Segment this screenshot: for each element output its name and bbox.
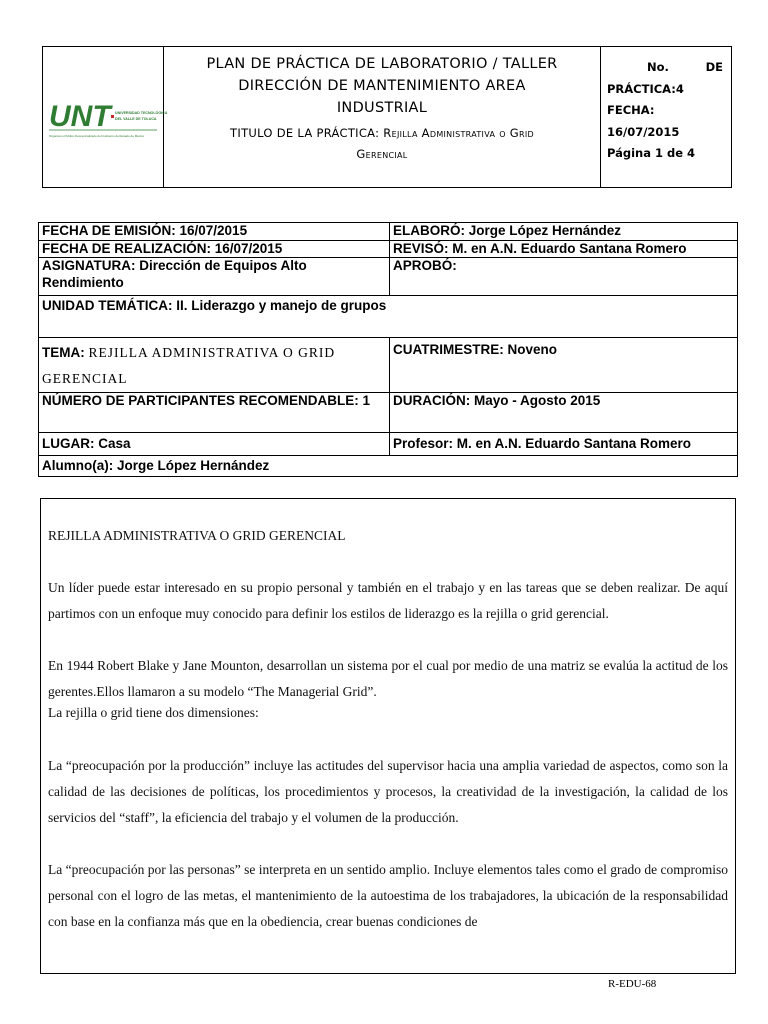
place: LUGAR: Casa	[39, 433, 390, 456]
participants: NÚMERO DE PARTICIPANTES RECOMENDABLE: 1	[39, 393, 390, 433]
practice-number: PRÁCTICA:4	[607, 81, 684, 96]
date-value: 16/07/2015	[607, 124, 680, 139]
paragraph-3: La rejilla o grid tiene dos dimensiones:	[48, 705, 259, 720]
issue-date: FECHA DE EMISIÓN: 16/07/2015	[39, 223, 390, 241]
professor: Profesor: M. en A.N. Eduardo Santana Romero	[390, 433, 738, 456]
subject: ASIGNATURA: Dirección de Equipos Alto Rendimiento	[39, 258, 390, 296]
practice-number-row	[607, 57, 723, 79]
student: Alumno(a): Jorge López Hernández	[39, 456, 738, 477]
paragraph-4: La “preocupación por la producción” incluye las actitudes del supervisor hacia una amplia variedad de aspectos, como son la calidad de las decisiones de políticas, los procedimientos y procesos, la creatividad de la investigación, la calidad de los servicios del “staff”, la eficiencia del trabajo y el volumen de la producción.	[48, 758, 728, 825]
content-box	[40, 498, 736, 974]
date-label: FECHA:	[607, 103, 655, 117]
execution-date: FECHA DE REALIZACIÓN: 16/07/2015	[39, 240, 390, 258]
practice-title-a: Rejilla Administrativa o Grid	[383, 126, 534, 140]
thematic-unit: UNIDAD TEMÁTICA: II. Liderazgo y manejo de grupos	[39, 296, 738, 338]
info-table	[38, 222, 738, 477]
document-code: R-EDU-68	[608, 978, 657, 990]
topic-value: REJILLA ADMINISTRATIVA O GRID GERENCIAL	[42, 345, 336, 386]
practice-title-b: Gerencial	[356, 147, 408, 161]
duration: DURACIÓN: Mayo - Agosto 2015	[390, 393, 738, 433]
prepared-by: ELABORÓ: Jorge López Hernández	[390, 223, 738, 241]
page-number: Página 1 de 4	[607, 146, 696, 160]
paragraph-5: La “preocupación por las personas” se interpreta en un sentido amplio. Incluye elementos tales como el grado de compromiso personal con el logro de las metas, el mantenimiento de la autoestima de los trabajadores, la ubicación de la responsabilidad con base en la confianza más que en la obediencia, crear buenas condiciones de	[48, 862, 728, 929]
title-line-3: INDUSTRIAL	[336, 100, 428, 116]
paragraph-1: Un líder puede estar interesado en su propio personal y también en el trabajo y en las tareas que se deben realizar. De aquí partimos con un enfoque muy conocido para definir los estilos de liderazgo es la rejilla o grid gerencial.	[48, 580, 728, 621]
de-label: DE	[705, 60, 723, 74]
content-heading: REJILLA ADMINISTRATIVA O GRID GERENCIAL	[48, 528, 346, 543]
reviewed-by: REVISÓ: M. en A.N. Eduardo Santana Romero	[390, 240, 738, 258]
logo-sub-2: DEL VALLE DE TOLUCA	[115, 117, 157, 121]
logo-text: UNT	[49, 100, 111, 133]
approved-by: APROBÓ:	[390, 258, 738, 296]
logo-sub-1: UNIVERSIDAD TECNOLÓGICA	[115, 111, 168, 115]
topic	[39, 338, 390, 393]
practice-title	[164, 123, 600, 165]
title-line-2: DIRECCIÓN DE MANTENIMIENTO AREA	[238, 78, 526, 94]
term: CUATRIMESTRE: Noveno	[390, 338, 738, 393]
paragraph-2: En 1944 Robert Blake y Jane Mounton, desarrollan un sistema por el cual por medio de una matriz se evalúa la actitud de los gerentes.Ellos llamaron a su modelo “The Managerial Grid”.	[48, 658, 728, 699]
logo-caption: Organismo Público Descentralizado del Gobierno del Estado de México	[49, 134, 145, 138]
meta-cell	[601, 47, 731, 187]
logo-cell	[43, 47, 168, 187]
university-logo	[47, 92, 168, 142]
document-header	[42, 46, 732, 188]
practice-title-prefix: TITULO DE LA PRÁCTICA:	[230, 126, 380, 140]
no-label: No.	[647, 60, 669, 74]
title-line-1: PLAN DE PRÁCTICA DE LABORATORIO / TALLER	[206, 56, 558, 72]
title-cell	[164, 47, 601, 187]
topic-label: TEMA:	[42, 345, 85, 360]
